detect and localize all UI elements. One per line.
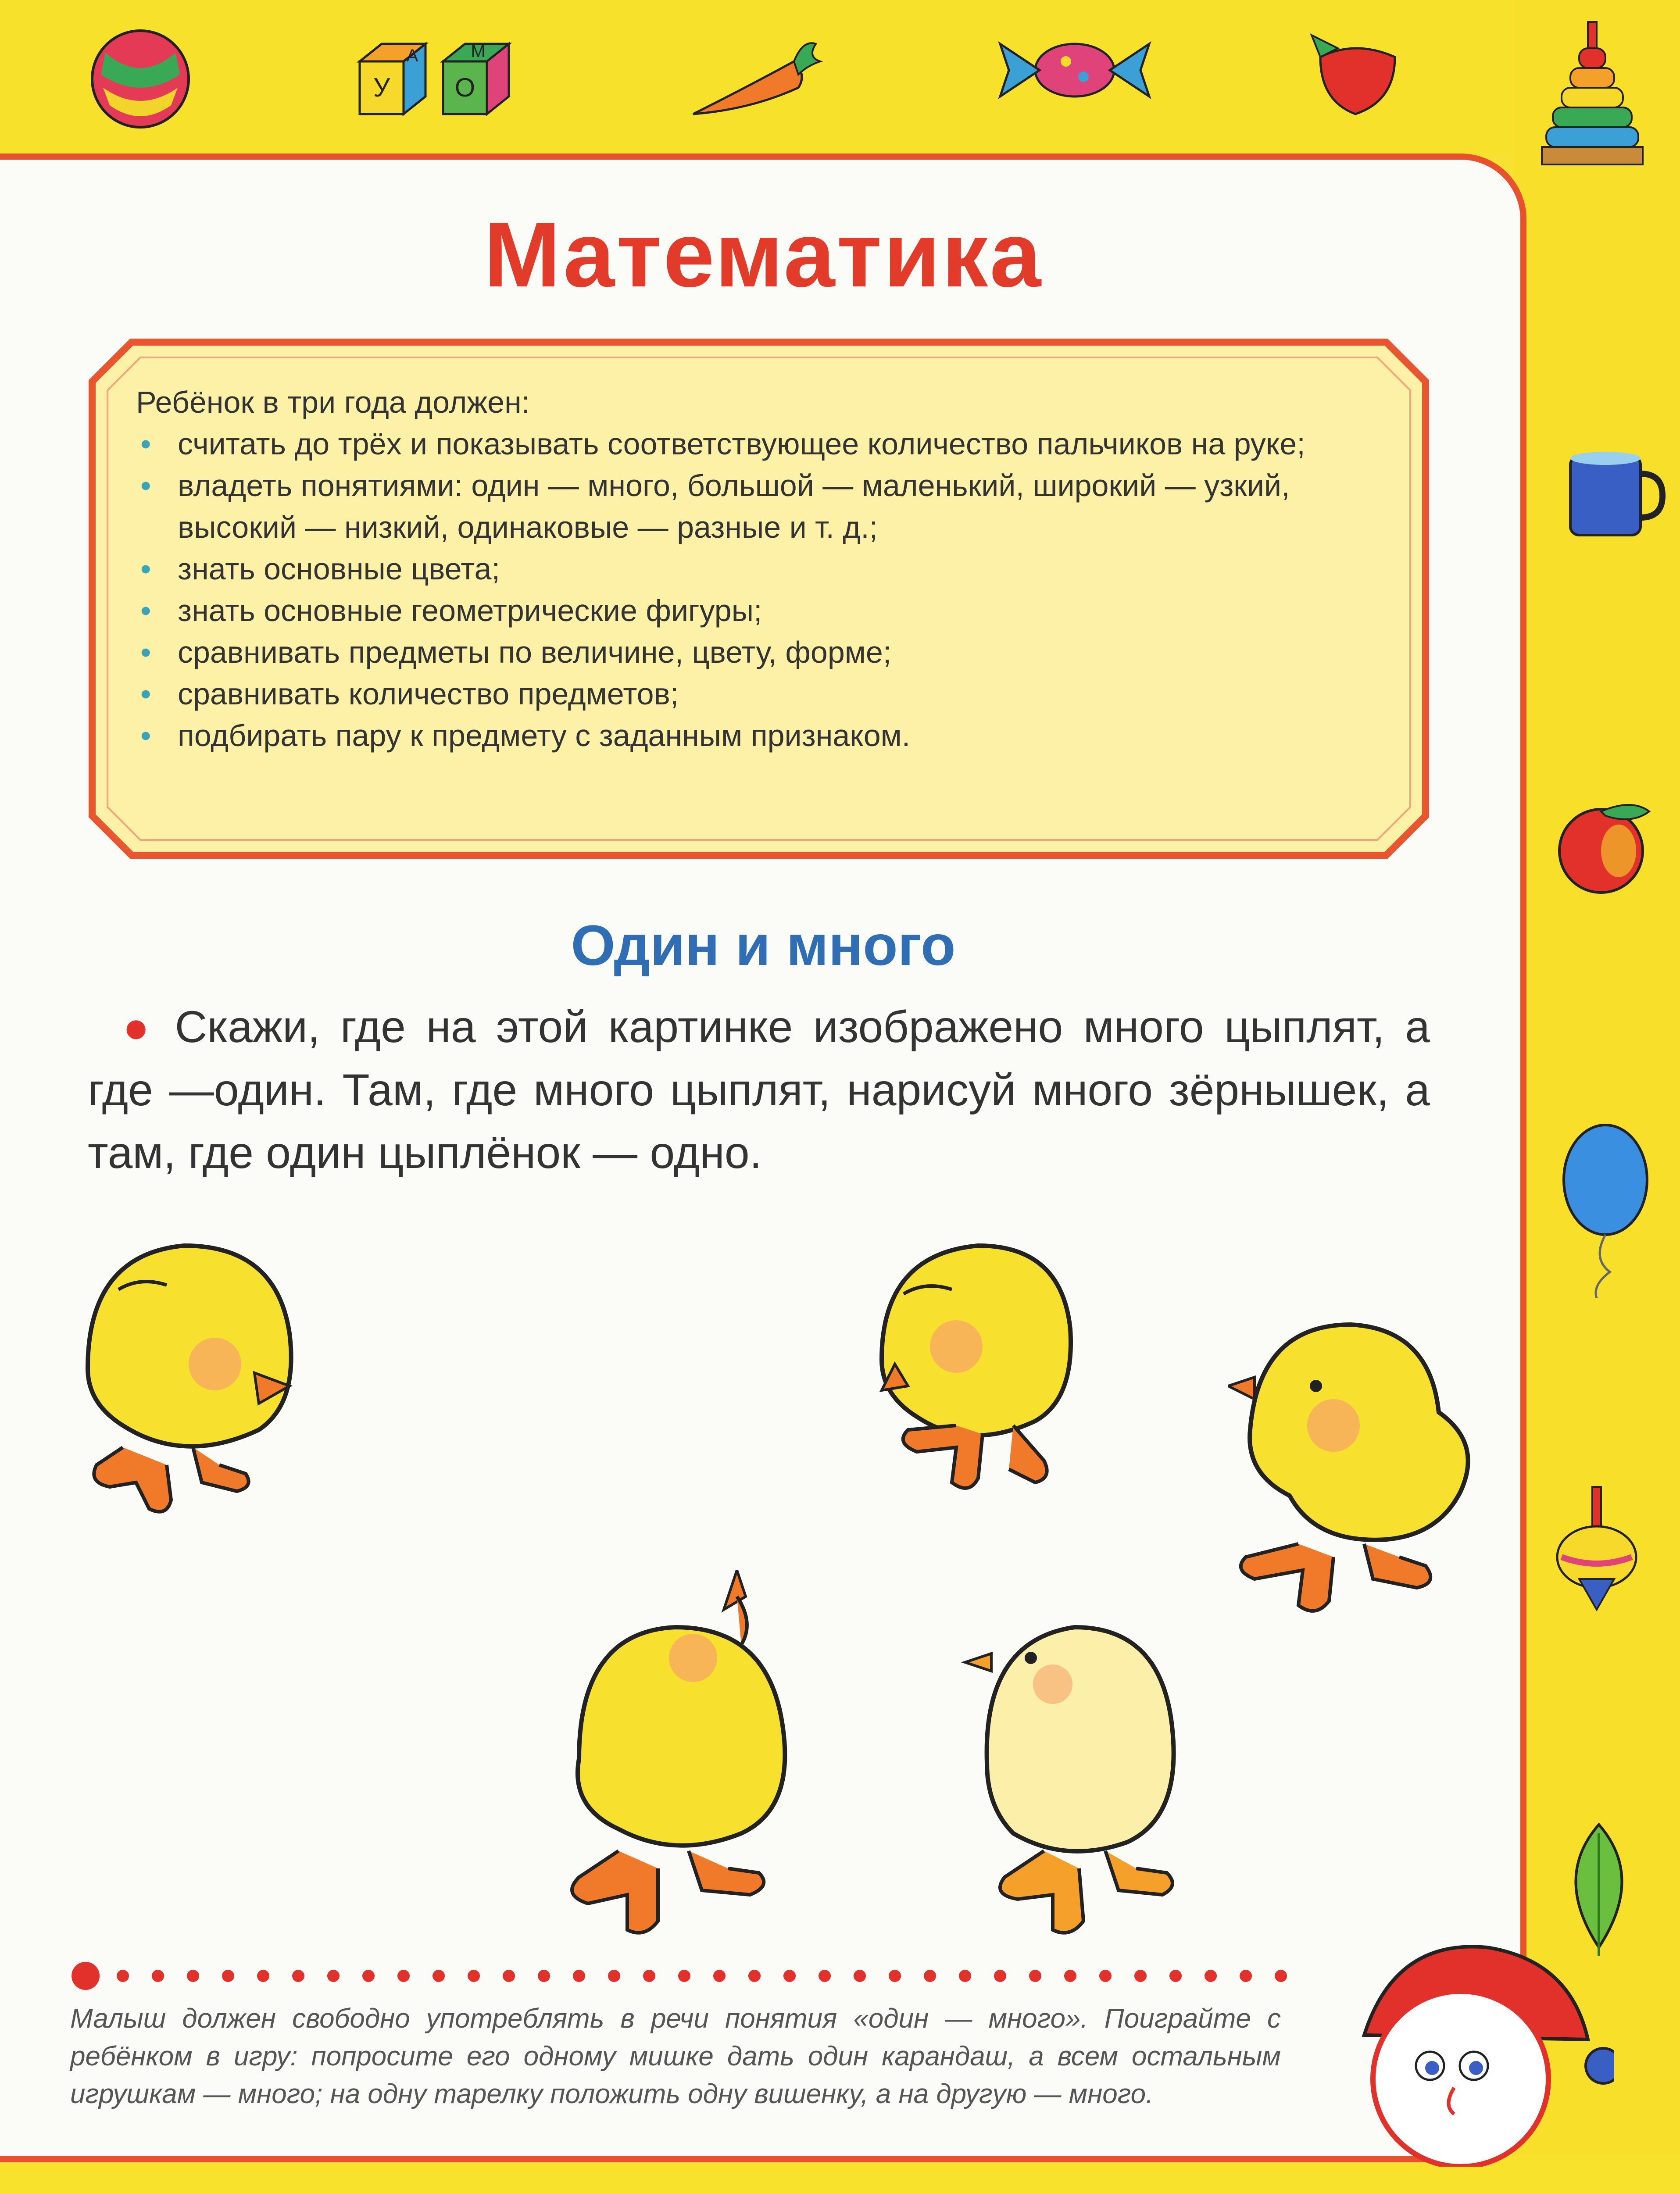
cup-icon (1562, 447, 1667, 544)
requirements-list (136, 423, 1390, 757)
carrot-icon (684, 35, 829, 123)
chick-illustration (88, 1246, 291, 1512)
task-text (88, 996, 1430, 1184)
list-item: • подбирать пару к предмету с заданным признаком. (136, 715, 1390, 757)
section-title: Один и много (571, 913, 956, 977)
top-decor-band (0, 0, 1680, 154)
spinning-top-icon (1553, 1482, 1641, 1614)
requirements-box (136, 382, 1390, 757)
apple-icon (1544, 798, 1662, 895)
list-item: • считать до трёх и показывать соответствующее количество пальчиков на руке; (136, 423, 1390, 465)
letter-cubes-icon (355, 35, 522, 123)
chick-illustration (553, 1570, 825, 1939)
pyramid-toy-icon (1535, 18, 1649, 184)
task-instruction: Скажи, где на этой картинке изображено много цыплят, а где —один. Там, где много цыплят, нарисуй много зёрнышек, а там, где один цыплёнок — одно. (88, 1002, 1430, 1178)
strawberry-icon (1307, 31, 1408, 118)
task-bullet-icon: ● (123, 1003, 157, 1052)
ball-icon (88, 26, 193, 132)
chick-illustration (869, 1215, 1079, 1504)
list-item: • сравнивать количество предметов; (136, 673, 1390, 715)
list-item: • знать основные геометрические фигуры; (136, 590, 1390, 632)
balloon-icon (1553, 1123, 1658, 1298)
dotted-divider (70, 1961, 1316, 1991)
list-item: • знать основные цвета; (136, 548, 1390, 590)
svg-text:О: О (454, 73, 475, 102)
chick-group-left (70, 1219, 316, 1526)
list-item: • владеть понятиями: один — много, большой — маленький, широкий — узкий, высокий — низкий, одинаковые — разные и т. д.; (136, 465, 1390, 548)
requirements-intro: Ребёнок в три года должен: (136, 385, 530, 419)
svg-text:А: А (406, 46, 418, 65)
clown-head-icon (1342, 1921, 1614, 2167)
svg-text:М: М (471, 42, 486, 61)
page-title: Математика (483, 203, 1043, 306)
list-item: • сравнивать предметы по величине, цвету, форме; (136, 632, 1390, 673)
chick-illustration (1228, 1298, 1491, 1640)
svg-text:У: У (373, 73, 390, 102)
parent-note: Малыш должен свободно употреблять в речи понятия «один — много». Поиграйте с ребёнком в игру: попросите его одному мишке дать один карандаш, а всем остальным игрушкам — много; на одну тарелку положить одну вишенку, а на другую — много. (70, 2004, 1281, 2109)
pale-chick-illustration (956, 1579, 1202, 1939)
candy-icon (991, 35, 1158, 105)
